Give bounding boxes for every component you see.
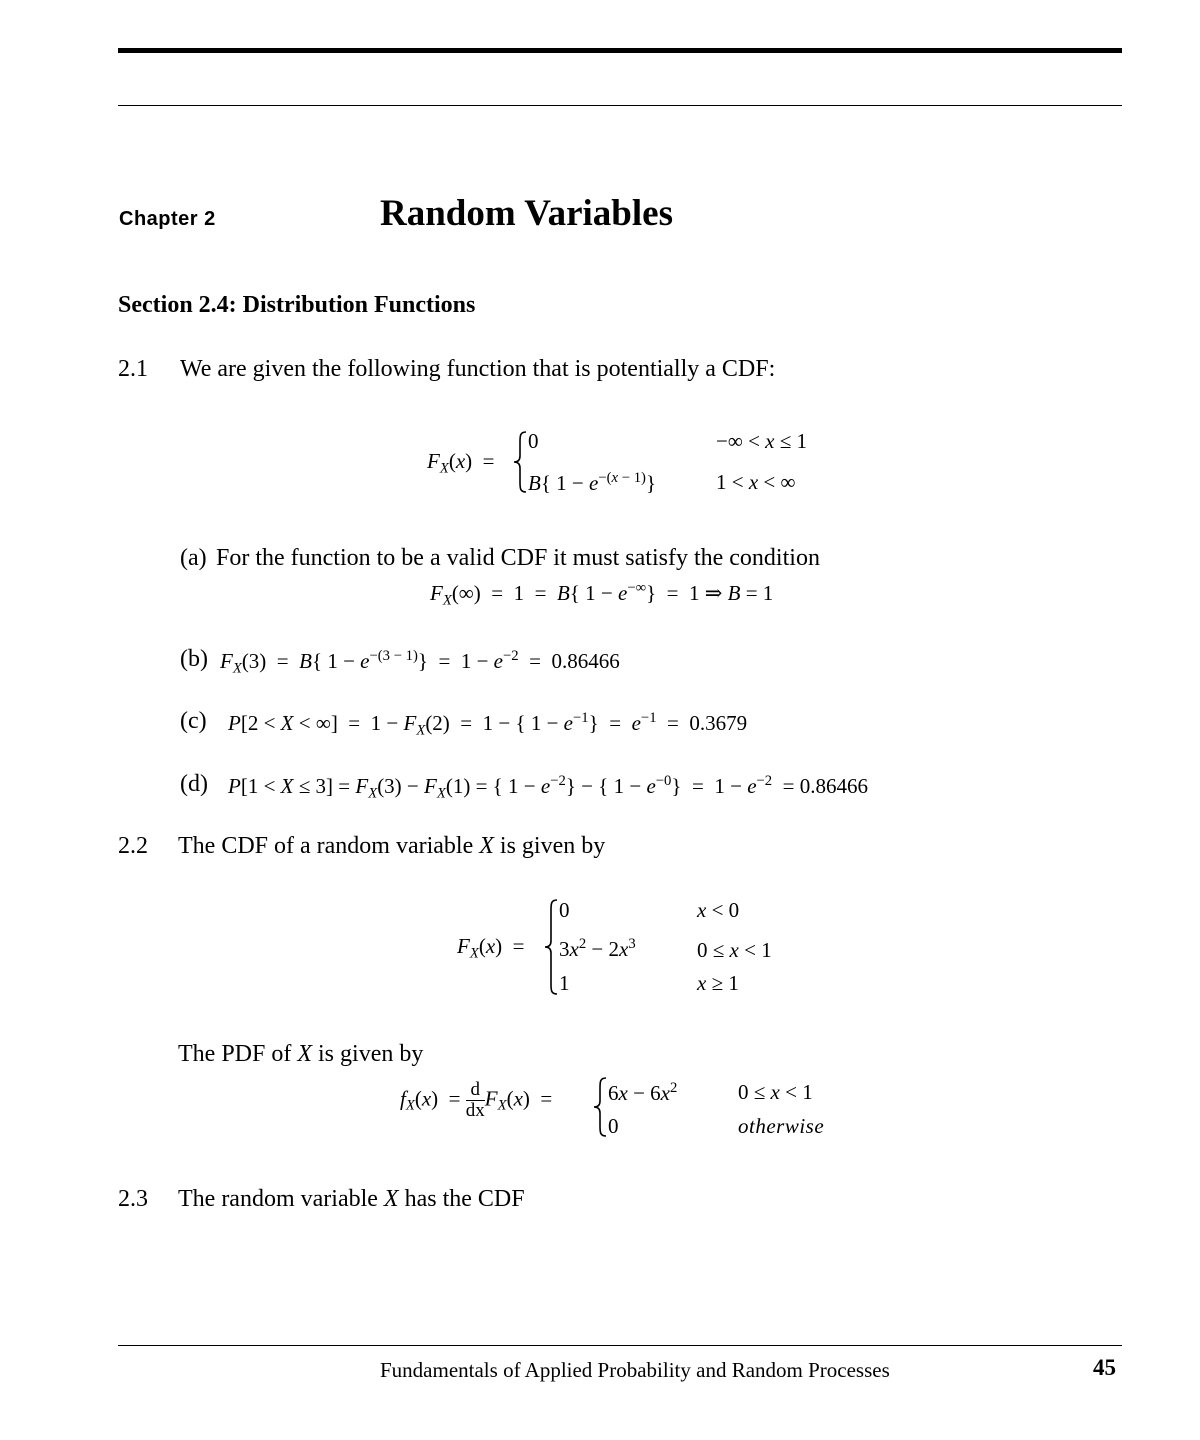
section-heading: Section 2.4: Distribution Functions — [118, 292, 476, 318]
variable-symbol: X — [297, 1041, 313, 1067]
intro-text: has the CDF — [404, 1186, 525, 1212]
case-condition: 1 < x < ∞ — [716, 470, 796, 494]
case-expr: 1 — [559, 971, 570, 995]
footer-rule — [118, 1345, 1122, 1346]
intro-text: The CDF of a random variable — [178, 833, 474, 859]
intro-text: is given by — [499, 833, 606, 859]
case-condition: otherwise — [738, 1114, 825, 1138]
case-expr: 0 — [608, 1114, 619, 1138]
chapter-label: Chapter 2 — [119, 208, 216, 230]
problem-intro — [178, 1186, 525, 1213]
problem-number: 2.1 — [118, 356, 148, 382]
case-condition: 0 ≤ x < 1 — [738, 1080, 813, 1104]
part-d-equation: $P[1 < X \le 3] = F_X(3) - F_X(1)$ = { $1 - e^{-2}$} − { $1 - e^{-0}\} = 1 - e^{-2} = 0.86466$ — [228, 773, 868, 802]
intro-text: is given by — [318, 1041, 424, 1067]
pdf-lhs: $f_X(x)$ = $\frac{d}{dx}$ $F_X(x)$ = — [400, 1079, 553, 1121]
problem-number: 2.2 — [118, 833, 148, 859]
fraction-numerator: d — [466, 1080, 485, 1101]
left-brace-icon — [512, 430, 528, 494]
case-expr: $3x^2 - 2x^3$ — [559, 936, 636, 962]
pdf-intro — [178, 1041, 423, 1068]
case-condition: x < 0 — [697, 898, 740, 922]
case-expr: 0 — [559, 898, 570, 922]
cdf-lhs: $F_X(x)$ = — [427, 449, 495, 477]
case-condition: x ≥ 1 — [697, 971, 739, 995]
case-condition: −∞ < x ≤ 1 — [716, 429, 808, 453]
fraction-denominator: dx — [465, 1099, 485, 1121]
part-b-label: (b) — [180, 646, 208, 672]
variable-symbol: X — [479, 833, 494, 859]
part-a-equation: $F_X(\infty) = 1 = B${ 1 − e−∞} = 1 ⇒ B = 1 — [430, 580, 774, 609]
top-thin-rule — [118, 105, 1122, 106]
case-expr: B{ $1 - e^{-(x - 1)}$} — [528, 470, 657, 496]
part-d-label: (d) — [180, 771, 208, 797]
problem-number: 2.3 — [118, 1186, 148, 1212]
part-a-label: (a) — [180, 545, 207, 571]
problem-intro — [178, 833, 605, 860]
page-number: 45 — [1093, 1355, 1116, 1380]
part-a-text: For the function to be a valid CDF it must satisfy the condition — [216, 545, 820, 571]
part-c-label: (c) — [180, 708, 207, 734]
part-c-equation: P[2 < X < ∞] = $1 - F_X(2) = 1$ − { $1 - e^{-1}\} = e^{-1} = 0.3679$ — [228, 710, 748, 739]
case-expr: $6x - 6x^2$ — [608, 1080, 678, 1106]
case-expr: 0 — [528, 429, 539, 453]
intro-text: The PDF of — [178, 1041, 292, 1067]
case-condition: 0 ≤ x < 1 — [697, 938, 772, 962]
part-b-equation: $F_X(3) = B${ $1 - e^{-(3 - 1)}\} = 1 - e^{-2} = 0.86466$ — [220, 648, 620, 677]
problem-intro: We are given the following function that is potentially a CDF: — [180, 356, 776, 382]
left-brace-icon — [592, 1076, 608, 1138]
intro-text: The random variable — [178, 1186, 378, 1212]
footer-book-title: Fundamentals of Applied Probability and Random Processes — [380, 1358, 890, 1382]
left-brace-icon — [543, 898, 559, 996]
cdf-lhs: $F_X(x)$ = — [457, 934, 525, 962]
top-thick-rule — [118, 48, 1122, 53]
derivative-fraction — [466, 1080, 485, 1121]
variable-symbol: X — [383, 1186, 399, 1212]
chapter-title: Random Variables — [380, 193, 673, 234]
